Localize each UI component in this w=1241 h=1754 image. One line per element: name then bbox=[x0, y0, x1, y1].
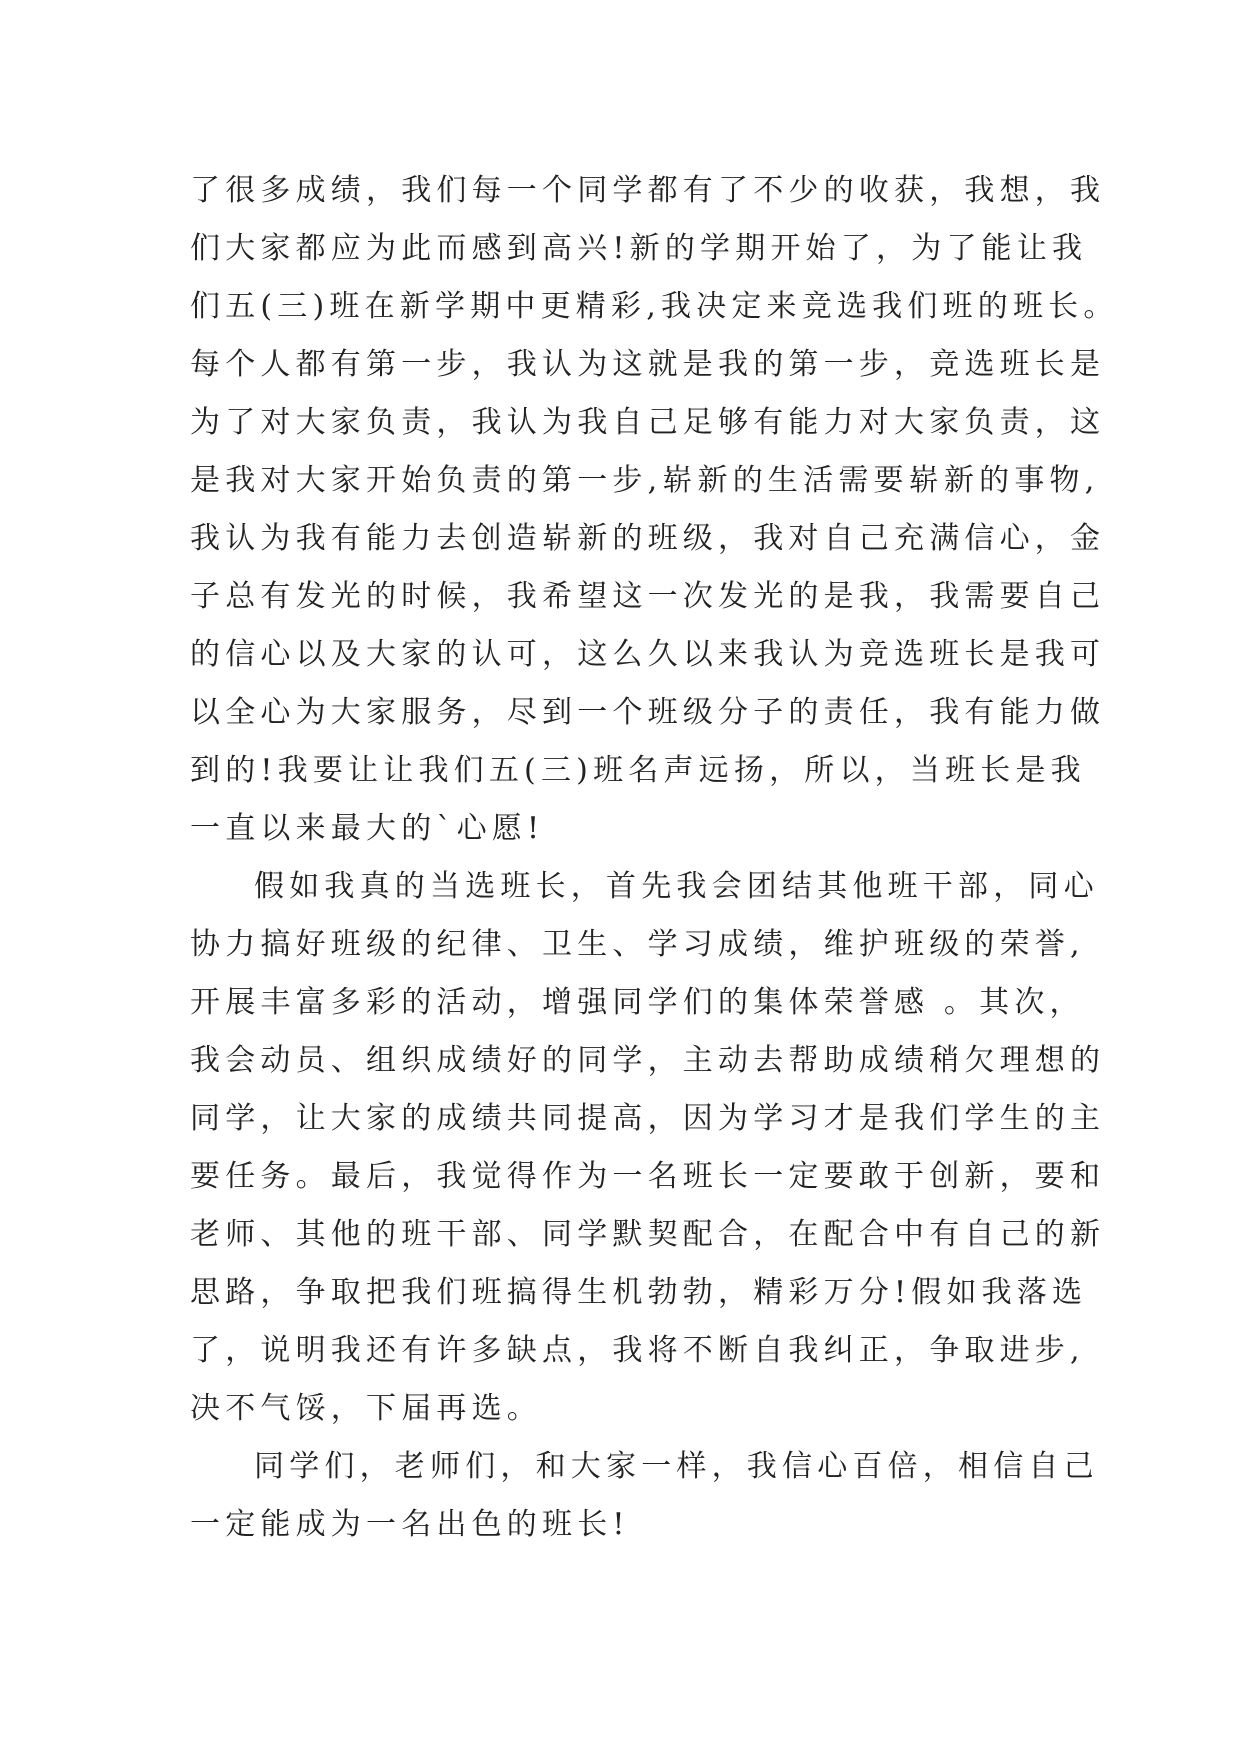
text-line: 每个人都有第一步，我认为这就是我的第一步，竞选班长是 bbox=[190, 347, 1106, 382]
text-line: 子总有发光的时候，我希望这一次发光的是我，我需要自己 bbox=[190, 579, 1106, 614]
text-line: 思路，争取把我们班搞得生机勃勃，精彩万分!假如我落选 bbox=[190, 1275, 1088, 1310]
text-line: 了，说明我还有许多缺点，我将不断自我纠正，争取进步, bbox=[190, 1333, 1085, 1368]
text-line: 以全心为大家服务，尽到一个班级分子的责任，我有能力做 bbox=[190, 695, 1106, 730]
text-line: 要任务。最后，我觉得作为一名班长一定要敢于创新，要和 bbox=[190, 1159, 1106, 1194]
text-line: 是我对大家开始负责的第一步,崭新的生活需要崭新的事物, bbox=[190, 463, 1100, 498]
text-line: 的信心以及大家的认可，这么久以来我认为竞选班长是我可 bbox=[190, 637, 1106, 672]
text-line: 老师、其他的班干部、同学默契配合，在配合中有自己的新 bbox=[190, 1217, 1106, 1252]
text-line: 一直以来最大的`心愿! bbox=[190, 811, 545, 846]
text-line: 们大家都应为此而感到高兴!新的学期开始了，为了能让我 bbox=[190, 231, 1088, 266]
text-line: 一定能成为一名出色的班长! bbox=[190, 1507, 630, 1542]
text-line: 我认为我有能力去创造崭新的班级，我对自己充满信心，金 bbox=[190, 521, 1106, 556]
text-line: 为了对大家负责，我认为我自己足够有能力对大家负责，这 bbox=[190, 405, 1106, 440]
paragraph-first-line: 假如我真的当选班长，首先我会团结其他班干部，同心 bbox=[254, 869, 1099, 904]
text-line: 了很多成绩，我们每一个同学都有了不少的收获，我想，我 bbox=[190, 173, 1106, 208]
text-line: 开展丰富多彩的活动，增强同学们的集体荣誉感 。其次， bbox=[190, 985, 1085, 1020]
text-line: 协力搞好班级的纪律、卫生、学习成绩，维护班级的荣誉, bbox=[190, 927, 1085, 962]
text-line: 到的!我要让让我们五(三)班名声远扬，所以，当班长是我 bbox=[190, 753, 1086, 788]
text-line: 同学，让大家的成绩共同提高，因为学习才是我们学生的主 bbox=[190, 1101, 1106, 1136]
paragraph-first-line: 同学们，老师们，和大家一样，我信心百倍，相信自己 bbox=[254, 1449, 1099, 1484]
text-line: 决不气馁，下届再选。 bbox=[190, 1391, 542, 1426]
text-line: 我会动员、组织成绩好的同学，主动去帮助成绩稍欠理想的 bbox=[190, 1043, 1106, 1078]
text-line: 们五(三)班在新学期中更精彩,我决定来竞选我们班的班长。 bbox=[190, 289, 1119, 324]
document-body bbox=[190, 162, 1119, 1554]
